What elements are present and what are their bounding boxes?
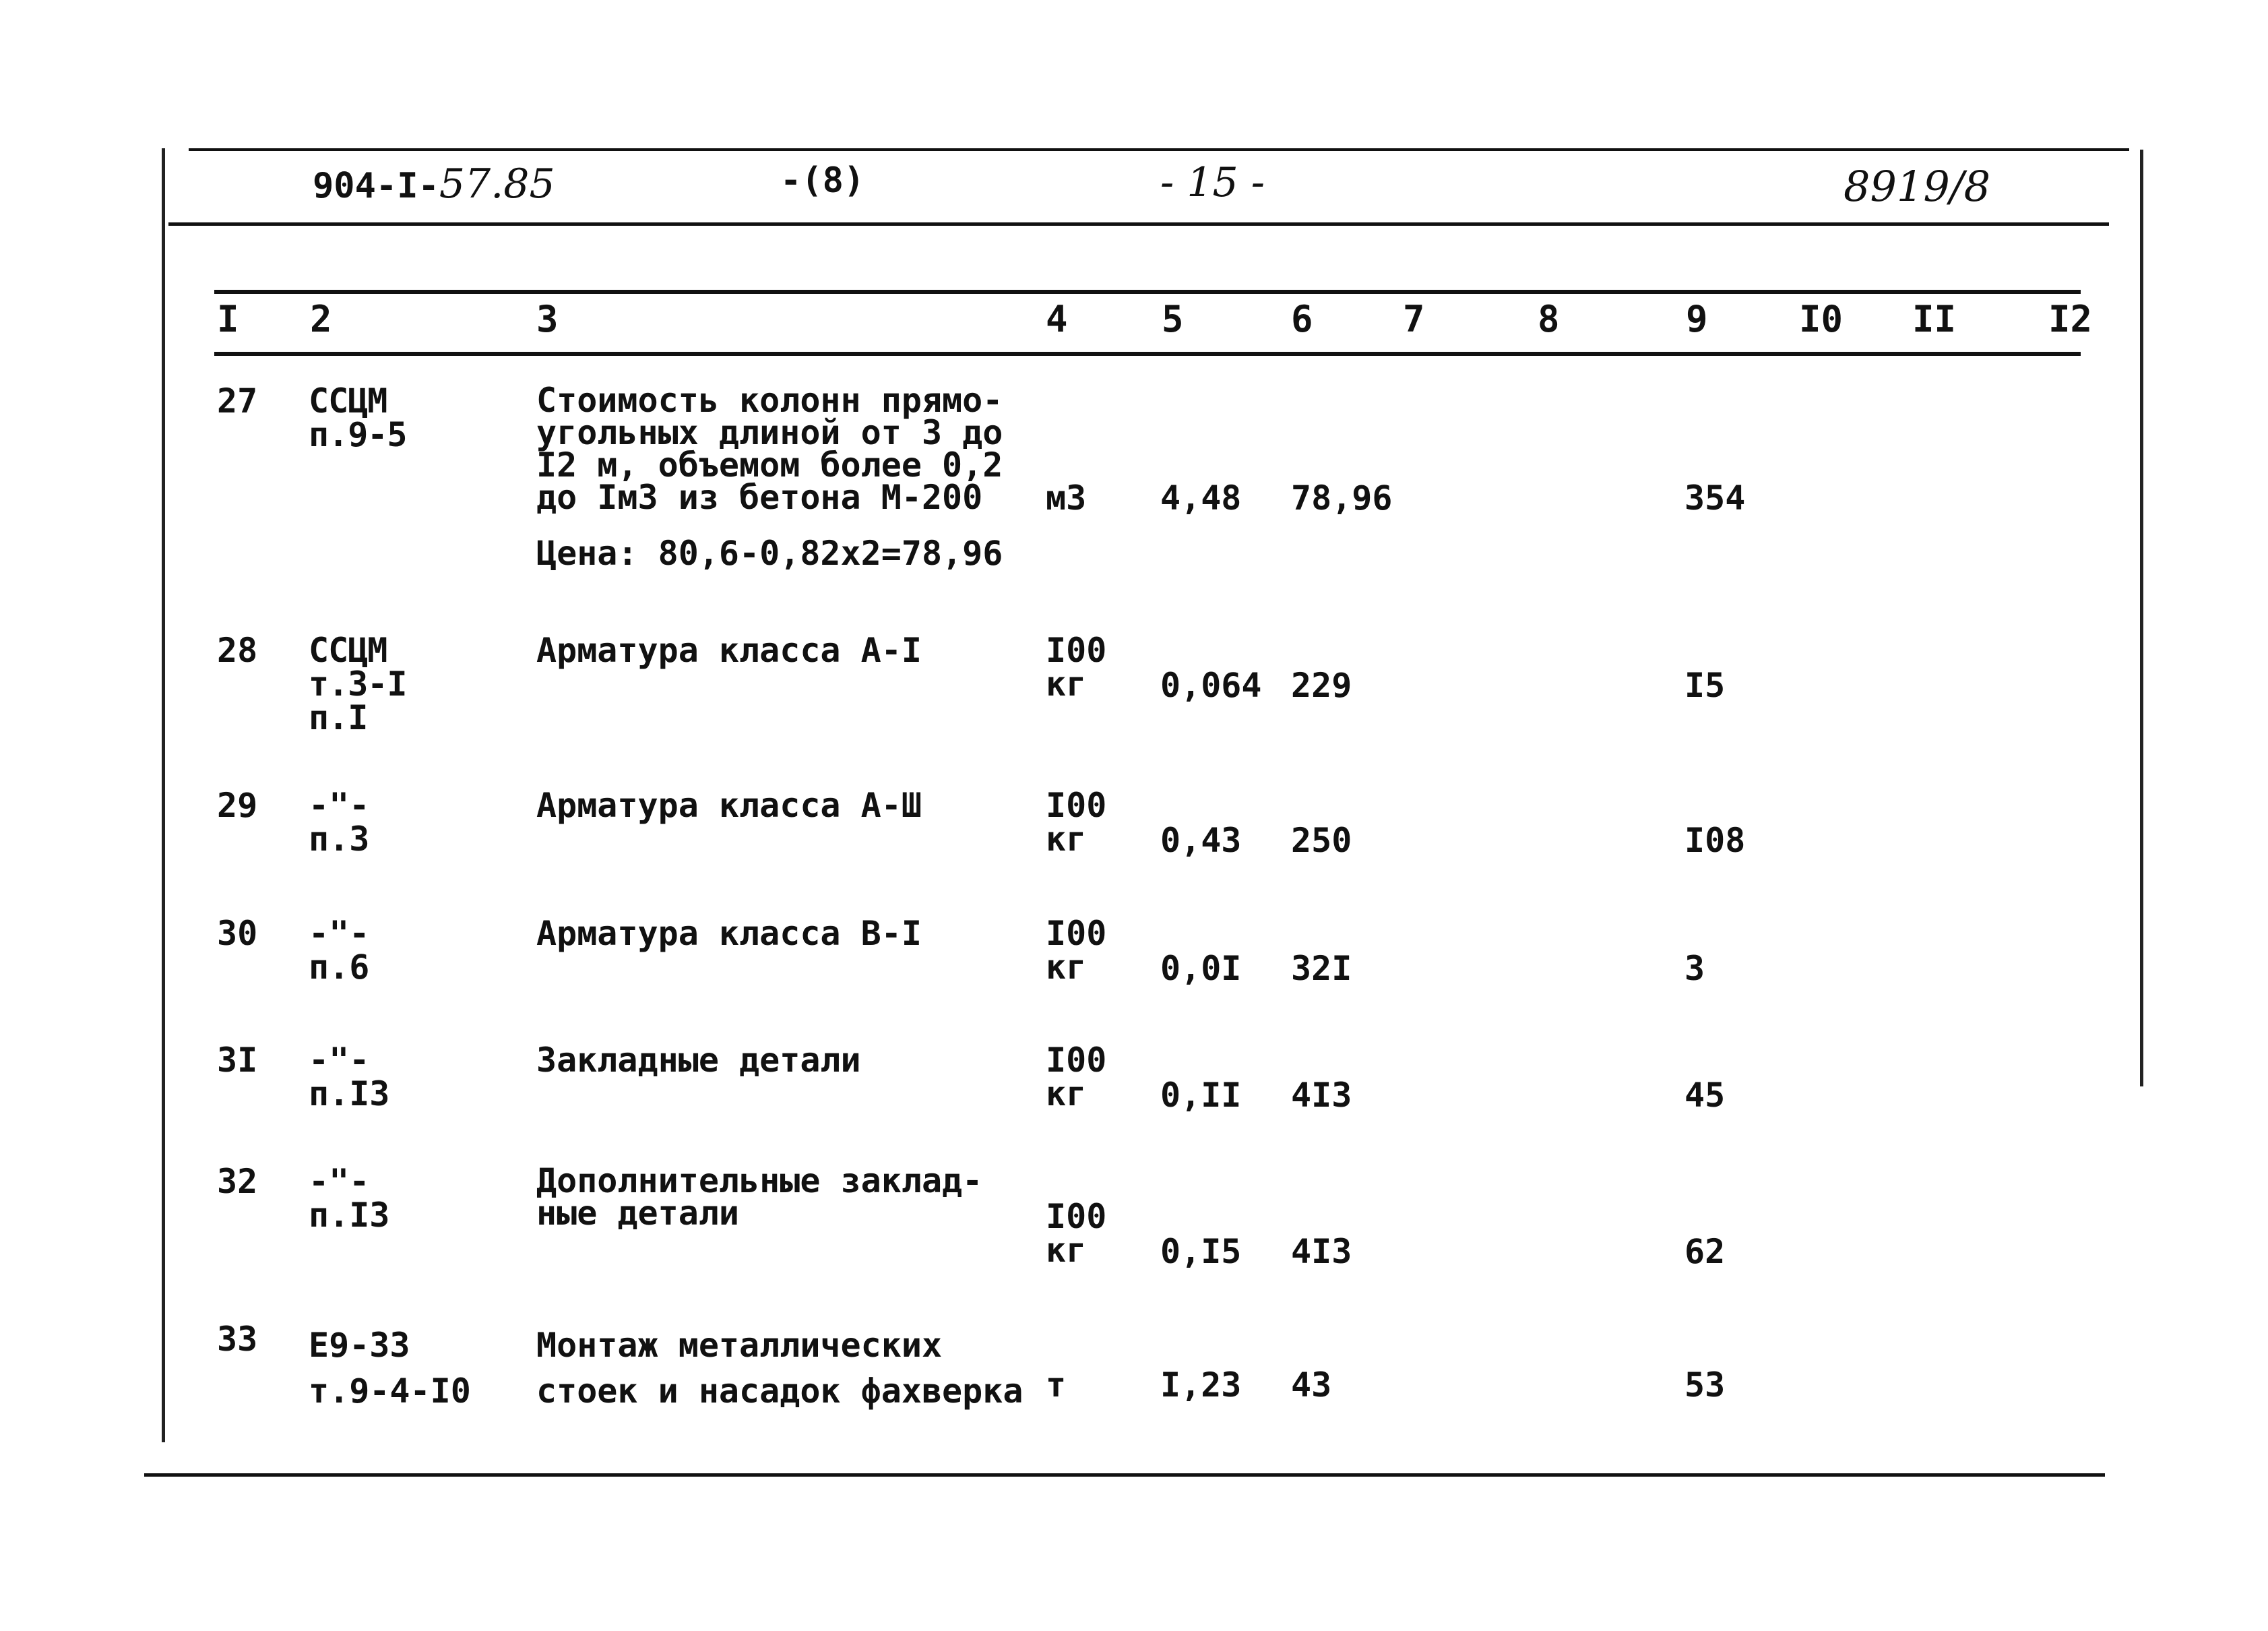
quantity: 0,0I [1160,949,1242,988]
frame-right-border [2140,150,2143,1086]
norm-reference: -"- п.I3 [309,1041,390,1113]
column-number-12: I2 [2048,298,2093,340]
column-number-8: 8 [1538,298,1560,340]
sheet-marker: -(8) [780,160,865,201]
unit: I00 кг [1046,631,1107,704]
bottom-frame-rule [144,1473,2105,1477]
column-number-7: 7 [1403,298,1425,340]
column-number-3: 3 [536,298,559,340]
row-number: 29 [217,786,258,825]
unit-price: 32I [1291,949,1352,988]
quantity: 0,II [1160,1076,1242,1115]
quantity: I,23 [1160,1365,1242,1405]
quantity: 0,43 [1160,821,1242,860]
column-number-4: 4 [1046,298,1068,340]
work-description: Арматура класса А-Ш [536,786,922,825]
row-number: 27 [217,381,258,421]
total-cost: 354 [1684,479,1746,518]
unit: I00 кг [1046,786,1107,859]
quantity: 4,48 [1160,479,1242,518]
header-rule [168,222,2109,226]
column-number-2: 2 [310,298,332,340]
unit-price: 229 [1291,666,1352,705]
norm-reference: -"- п.I3 [309,1162,390,1235]
column-number-5: 5 [1162,298,1184,340]
row-number: 32 [217,1162,258,1201]
total-cost: 3 [1684,949,1705,988]
total-cost: I5 [1684,666,1726,705]
table-top-rule [214,290,2081,294]
column-number-9: 9 [1686,298,1708,340]
unit-price: 4I3 [1291,1076,1352,1115]
top-frame-rule [189,148,2129,151]
work-description: Стоимость колонн прямо- угольных длиной от 3 до I2 м, объемом более 0,2 до Iм3 из бетона М-200 [536,381,1003,517]
frame-left-border [162,148,165,1442]
column-number-6: 6 [1291,298,1313,340]
total-cost: 53 [1684,1365,1726,1405]
norm-reference: -"- п.6 [309,914,370,987]
total-cost: 45 [1684,1076,1726,1115]
norm-reference: ССЦМ п.9-5 [309,381,407,454]
unit: т [1046,1365,1067,1405]
work-description: Закладные детали [536,1041,861,1080]
unit-price: 4I3 [1291,1232,1352,1271]
quantity: 0,I5 [1160,1232,1242,1271]
unit-price: 78,96 [1291,479,1393,518]
work-description: Монтаж металлических стоек и насадок фахверка [536,1326,1023,1411]
unit: I00 кг [1046,1041,1107,1113]
unit: м3 [1046,479,1087,518]
unit-price: 250 [1291,821,1352,860]
page-number: - 15 - [1160,159,1265,206]
row-number: 33 [217,1320,258,1359]
price-note: Цена: 80,6-0,82х2=78,96 [536,534,1003,573]
quantity: 0,064 [1160,666,1262,705]
unit: I00 кг [1046,1197,1107,1270]
column-header-rule [214,352,2081,356]
inventory-number: 8919/8 [1844,162,1991,211]
document-code-handwritten: 57.85 [439,160,555,208]
total-cost: 62 [1684,1232,1726,1271]
norm-reference: ССЦМ т.3-I п.I [309,631,407,737]
work-description: Дополнительные заклад- ные детали [536,1161,983,1233]
column-number-11: II [1912,298,1957,340]
unit: I00 кг [1046,914,1107,987]
document-code-printed: 904-I- [313,166,439,206]
row-number: 30 [217,914,258,953]
total-cost: I08 [1684,821,1746,860]
row-number: 3I [217,1041,258,1080]
work-description: Арматура класса В-I [536,914,922,953]
column-number-1: I [217,298,239,340]
norm-reference: -"- п.3 [309,786,370,859]
work-description: Арматура класса А-I [536,631,922,670]
column-number-10: I0 [1799,298,1844,340]
norm-reference: Е9-33 т.9-4-I0 [309,1326,471,1411]
unit-price: 43 [1291,1365,1332,1405]
document-code [313,160,555,208]
row-number: 28 [217,631,258,670]
